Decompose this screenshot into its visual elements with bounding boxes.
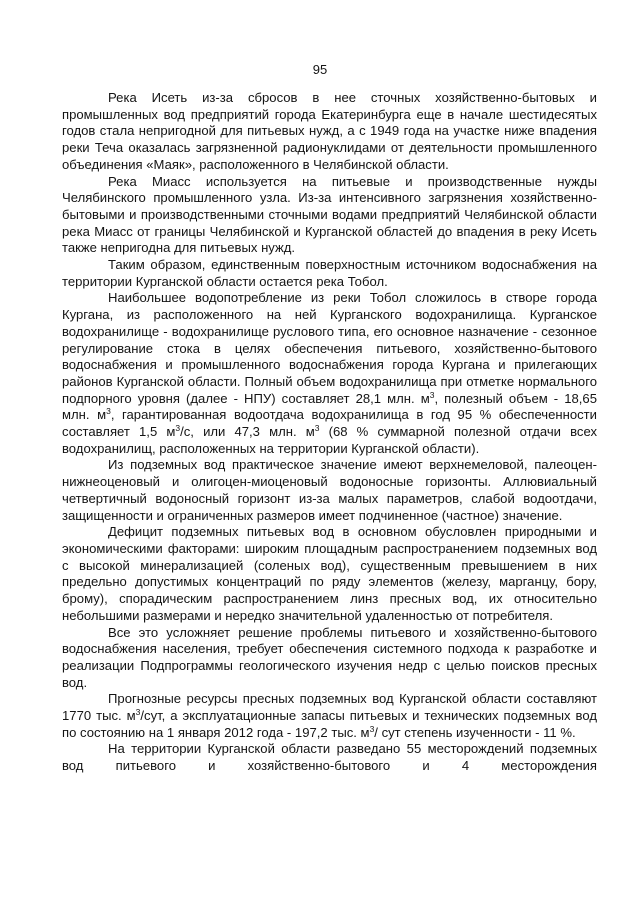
text-run: / сут степень изученности - 11 %.	[374, 724, 576, 740]
page-number: 95	[312, 62, 328, 77]
text-run: Наибольшее водопотребление из реки Тобол сложилось в створе города Кургана, из расположенного на ней Курганского водохранилища. Курганское водохранилище - водохранилище руслового типа, его основное назначение - сезонное регулирование стока в целях обеспечения питьевого, хозяйственно-бытового водоснабжения и промышленного водоснабжения города Кургана и прилегающих районов Курганской области. Полный объем водохранилища при отметке нормального подпорного уровня (далее - НПУ) составляет 28,1 млн. м	[62, 290, 597, 406]
document-body	[62, 90, 597, 775]
paragraph-kurgan-reservoir	[62, 290, 597, 457]
paragraph-iset-river: Река Исеть из-за сбросов в нее сточных хозяйственно-бытовых и промышленных вод предприятий города Екатеринбурга еще в начале шестидесятых годов стала непригодной для питьевых нужд, а с 1949 года на участке ниже впадения реки Теча оказалась загрязненной радионуклидами от деятельности промышленного объединения «Маяк», расположенного в Челябинской области.	[62, 90, 597, 172]
text-run: (68 % суммарной полезной отдачи всех водохранилищ, расположенных на территории Курганской области).	[62, 424, 597, 456]
superscript: 3	[429, 389, 435, 400]
paragraph-deposits: На территории Курганской области разведано 55 месторождений подземных вод питьевого и хозяйственно-бытового и 4 месторождения	[62, 741, 597, 774]
superscript: 3	[369, 723, 375, 734]
superscript: 3	[135, 707, 141, 718]
text-run: Прогнозные ресурсы пресных подземных вод Курганской области составляют 1770 тыс. м	[62, 691, 597, 724]
superscript: 3	[106, 406, 111, 417]
text-run: , гарантированная водоотдача водохранилища в год 95 % обеспеченности составляет 1,5 м	[62, 407, 597, 440]
text-run: , полезный объем - 18,65 млн. м	[62, 390, 597, 423]
paragraph-aquifers: Из подземных вод практическое значение имеют верхнемеловой, палеоцен-нижнеоценовый и олигоцен-миоценовый водоносные горизонты. Аллювиальный четвертичный водоносный горизонт из-за малых параметров, слабой водоотдачи, защищенности и ограниченных размеров имеет подчиненное (частное) значение.	[62, 457, 597, 523]
text-run: /сут, а эксплуатационные запасы питьевых и технических подземных вод по состоянию на 1 января 2012 года - 197,2 тыс. м	[62, 708, 598, 740]
superscript: 3	[175, 423, 181, 434]
paragraph-miass-river: Река Миасс используется на питьевые и производственные нужды Челябинского промышленного узла. Из-за интенсивного загрязнения хозяйственно-бытовыми и производственными сточными водами предприятий Челябинской области река Миасс от границы Челябинской и Курганской областей до впадения в реку Исеть также непригодна для питьевых нужд.	[62, 173, 597, 256]
paragraph-subprogram: Все это усложняет решение проблемы питьевого и хозяйственно-бытового водоснабжения населения, требует обеспечения системного подхода к разработке и реализации Подпрограммы геологического изучения недр с целью поисков пресных вод.	[62, 624, 597, 690]
paragraph-water-deficit: Дефицит подземных питьевых вод в основном обусловлен природными и экономическими факторами: широким площадным распространением подземных вод с высокой минерализацией (соленых вод), существенным превышением в них предельно допустимых концентраций по ряду элементов (железу, марганцу, бору, брому), спорадическим распространением линз пресных вод, их относительно небольшими размерами и нередко значительной удаленностью от потребителя.	[62, 524, 597, 623]
superscript: 3	[314, 423, 320, 434]
paragraph-resources	[62, 691, 597, 741]
text-run: /с, или 47,3 млн. м	[180, 424, 315, 440]
paragraph-tobol-river: Таким образом, единственным поверхностным источником водоснабжения на территории Курганской области остается река Тобол.	[62, 257, 597, 289]
